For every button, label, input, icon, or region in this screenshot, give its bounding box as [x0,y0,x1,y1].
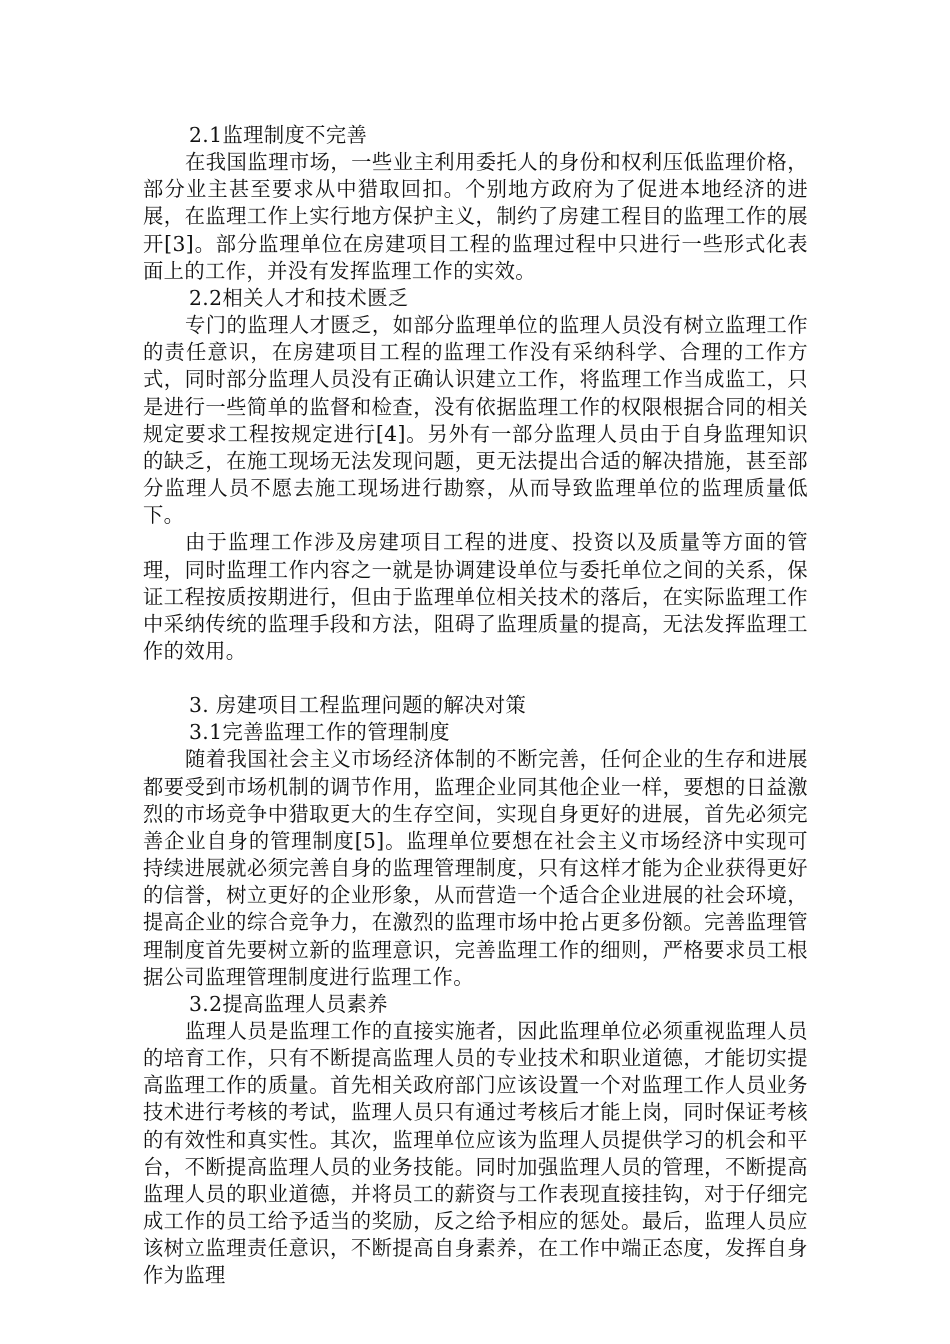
heading-2-2: 2.2相关人才和技术匮乏 [189,285,409,310]
heading-2-1: 2.1监理制度不完善 [189,123,368,147]
heading-3-2: 3.2提高监理人员素养 [189,991,388,1016]
paragraph-2-2-b: 由于监理工作涉及房建项目工程的进度、投资以及质量等方面的管理，同时监理工作内容之一就是协调建设单位与委托单位之间的关系，保证工程按质按期进行，但由于监理单位相关技术的落后，在实际监理工作中采纳传统的监理手段和方法，阻碍了监理质量的提高，无法发挥监理工作的效用。 [143,530,808,663]
heading-3-1: 3.1完善监理工作的管理制度 [189,720,450,745]
paragraph-3-2: 监理人员是监理工作的直接实施者，因此监理单位必须重视监理人员的培育工作，只有不断提高监理人员的专业技术和职业道德，才能切实提高监理工作的质量。首先相关政府部门应该设置一个对监理工作人员业务技术进行考核的考试，监理人员只有通过考核后才能上岗，同时保证考核的有效性和真实性。其次，监理单位应该为监理人员提供学习的机会和平台，不断提高监理人员的业务技能。同时加强监理人员的管理，不断提高监理人员的职业道德，并将员工的薪资与工作表现直接挂钩，对于仔细完成工作的员工给予适当的奖励，反之给予相应的惩处。最后，监理人员应该树立监理责任意识，不断提高自身素养，在工作中端正态度，发挥自身作为监理 [143,1019,808,1288]
paragraph-3-1: 随着我国社会主义市场经济体制的不断完善，任何企业的生存和进展都要受到市场机制的调节作用，监理企业同其他企业一样，要想的日益激烈的市场竞争中猎取更大的生存空间，实现自身更好的进展，首先必须完善企业自身的管理制度[5]。监理单位要想在社会主义市场经济中实现可持续进展就必须完善自身的监理管理制度，只有这样才能为企业获得更好的信誉，树立更好的企业形象，从而营造一个适合企业进展的社会环境，提高企业的综合竞争力，在激烈的监理市场中抢占更多份额。完善监理管理制度首先要树立新的监理意识，完善监理工作的细则，严格要求员工根据公司监理管理制度进行监理工作。 [143,747,808,989]
paragraph-2-2-a: 专门的监理人才匮乏，如部分监理单位的监理人员没有树立监理工作的责任意识，在房建项目工程的监理工作没有采纳科学、合理的工作方式，同时部分监理人员没有正确认识建立工作，将监理工作当成监工，只是进行一些简单的监督和检查，没有依据监理工作的权限根据合同的相关规定要求工程按规定进行[4]。另外有一部分监理人员由于自身监理知识的缺乏，在施工现场无法发现问题，更无法提出合适的解决措施，甚至部分监理人员不愿去施工现场进行勘察，从而导致监理单位的监理质量低下。 [143,313,808,528]
document-page [143,122,808,1290]
paragraph-2-1: 在我国监理市场，一些业主利用委托人的身份和权利压低监理价格，部分业主甚至要求从中猎取回扣。个别地方政府为了促进本地经济的进展，在监理工作上实行地方保护主义，制约了房建工程目的监理工作的展开[3]。部分监理单位在房建项目工程的监理过程中只进行一些形式化表面上的工作，并没有发挥监理工作的实效。 [143,150,808,283]
heading-3: 3. 房建项目工程监理问题的解决对策 [189,693,527,718]
